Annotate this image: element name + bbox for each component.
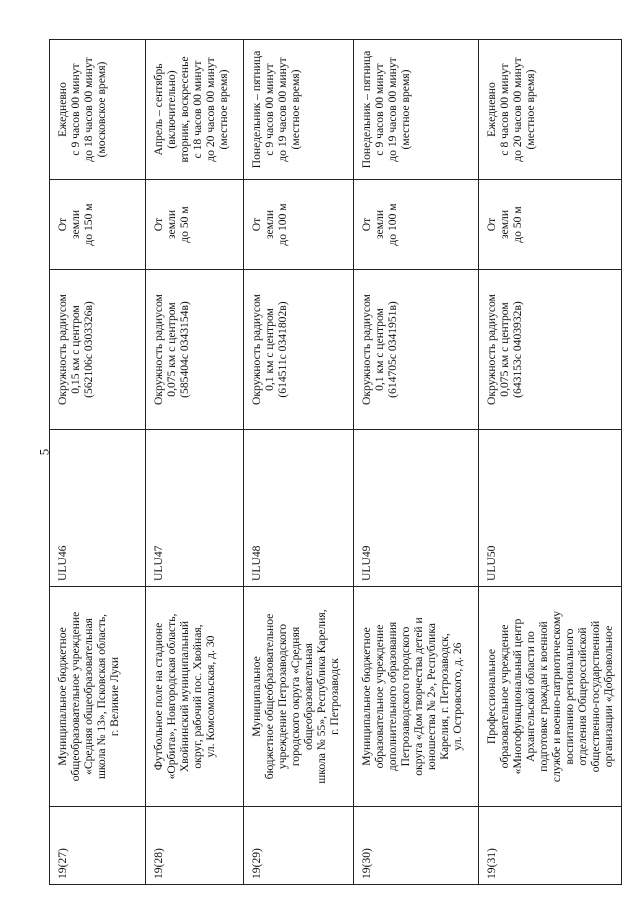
row-number: 19(27) (50, 807, 146, 885)
altitude-range: От земли до 100 м (354, 180, 479, 270)
zone-area: Окружность радиусом 0,1 км с центром (614705с 0341951в) (354, 270, 479, 430)
location-name: Муниципальное бюджетное образовательное учреждение дополнительного образования Петрозаводского городского округа «Дом творчества детей и юношества № 2», Республика Карелия, г. Петрозаводск, ул. Островского, д. 26 (354, 587, 479, 807)
page-number: 5 (36, 448, 52, 456)
location-name: Муниципальное бюджетное общеобразовательное учреждение Петрозаводского городского округа «Средняя общеобразовательная школа № 55», Республика Карелия, г. Петрозаводск (244, 587, 354, 807)
zone-code: ULU49 (354, 430, 479, 587)
table-row (146, 40, 244, 885)
operating-time: Ежедневно с 8 часов 00 минут до 20 часов 00 минут (местное время) (479, 40, 622, 180)
zone-code: ULU46 (50, 430, 146, 587)
location-name: Муниципальное бюджетное общеобразовательное учреждение «Средняя общеобразовательная школа № 13», Псковская область, г. Великие Луки (50, 587, 146, 807)
altitude-range: От земли до 100 м (244, 180, 354, 270)
zone-area: Окружность радиусом 0,075 км с центром (585404с 0343154в) (146, 270, 244, 430)
operating-time: Понедельник – пятница с 9 часов 00 минут до 19 часов 00 минут (местное время) (244, 40, 354, 180)
operating-time: Ежедневно с 9 часов 00 минут до 18 часов 00 минут (московское время) (50, 40, 146, 180)
restriction-zones-table (49, 39, 622, 885)
row-number: 19(28) (146, 807, 244, 885)
altitude-range: От земли до 50 м (146, 180, 244, 270)
location-name: Профессиональное образовательное учреждение «Многофункциональный центр Архангельской области по подготовке граждан к военной службе и военно-патриотическому воспитанию регионального отделения Общероссийской общественно-государственной организации «Добровольное (479, 587, 622, 807)
row-number: 19(29) (244, 807, 354, 885)
altitude-range: От земли до 50 м (479, 180, 622, 270)
table-row (50, 40, 146, 885)
row-number: 19(31) (479, 807, 622, 885)
zone-code: ULU50 (479, 430, 622, 587)
zone-area: Окружность радиусом 0,1 км с центром (614511с 0341802в) (244, 270, 354, 430)
zone-area: Окружность радиусом 0,15 км с центром (562106с 0303326в) (50, 270, 146, 430)
table-row (244, 40, 354, 885)
zone-area: Окружность радиусом 0,075 км с центром (643153с 0403932в) (479, 270, 622, 430)
rotated-table-container (49, 40, 619, 885)
altitude-range: От земли до 150 м (50, 180, 146, 270)
table-row (479, 40, 622, 885)
location-name: Футбольное поле на стадионе «Орбита», Новгородская область, Хвойнинский муниципальный округ, рабочий пос. Хвойная, ул. Комсомольская, д. 30 (146, 587, 244, 807)
operating-time: Понедельник – пятница с 9 часов 00 минут до 19 часов 00 минут (местное время) (354, 40, 479, 180)
zone-code: ULU48 (244, 430, 354, 587)
row-number: 19(30) (354, 807, 479, 885)
zone-code: ULU47 (146, 430, 244, 587)
operating-time: Апрель – сентябрь (включительно) вторник, воскресенье с 18 часов 00 минут до 20 часов 00 минут (местное время) (146, 40, 244, 180)
table-row (354, 40, 479, 885)
